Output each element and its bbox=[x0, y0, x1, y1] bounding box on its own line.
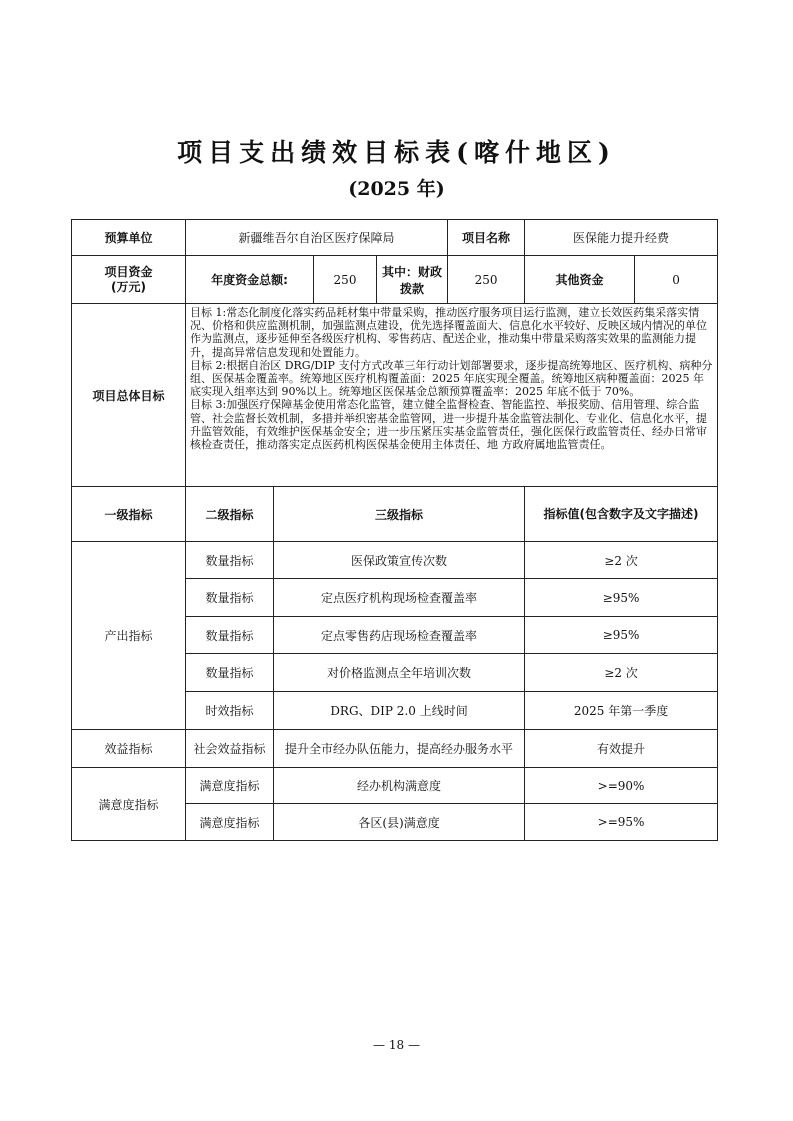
level3-cell: 对价格监测点全年培训次数 bbox=[274, 654, 525, 692]
goal-2: 目标 2:根据自治区 DRG/DIP 支付方式改革三年行动计划部署要求，逐步提高统筹地区、医疗机构、病种分组、医保基金覆盖率。统筹地区医疗机构覆盖面：2025 年底实现全覆盖。统筹地区病种覆盖面：2025 年底实现入组率达到 90%以上。统筹地区医保基金总额预算覆盖率：2025 年底不低于 70%。 bbox=[190, 358, 713, 399]
project-name-label: 项目名称 bbox=[448, 220, 525, 256]
project-name-value: 医保能力提升经费 bbox=[525, 220, 718, 256]
budget-unit-row bbox=[72, 220, 718, 256]
level2-cell: 满意度指标 bbox=[186, 768, 274, 804]
value-cell: >=90% bbox=[525, 768, 718, 804]
table-row bbox=[72, 730, 718, 768]
overall-goals-text bbox=[186, 304, 718, 487]
level1-benefit: 效益指标 bbox=[72, 730, 186, 768]
budget-unit-value: 新疆维吾尔自治区医疗保障局 bbox=[186, 220, 448, 256]
level3-cell: 提升全市经办队伍能力，提高经办服务水平 bbox=[274, 730, 525, 768]
level2-cell: 满意度指标 bbox=[186, 804, 274, 841]
value-cell: ≥2 次 bbox=[525, 542, 718, 579]
value-cell: 2025 年第一季度 bbox=[525, 692, 718, 730]
header-level2: 二级指标 bbox=[186, 487, 274, 542]
other-funds-label: 其他资金 bbox=[525, 256, 635, 304]
table-row bbox=[72, 768, 718, 804]
level2-cell: 时效指标 bbox=[186, 692, 274, 730]
value-cell: 有效提升 bbox=[525, 730, 718, 768]
level2-cell: 数量指标 bbox=[186, 617, 274, 654]
value-cell: ≥95% bbox=[525, 579, 718, 617]
performance-target-table bbox=[71, 219, 718, 841]
level3-cell: 各区(县)满意度 bbox=[274, 804, 525, 841]
annual-total-value bbox=[314, 256, 448, 304]
goal-3: 目标 3:加强医疗保障基金使用常态化监管，建立健全监督检查、智能监控、举报奖励、信用管理、综合监管、社会监督长效机制，多措并举织密基金监管网，进一步提升基金监管法制化、专业化、信息化水平，提升监管效能，有效维护医保基金安全；进一步压紧压实基金监管责任，强化医保行政监管责任、经办日常审核检查责任，推动落实定点医药机构医保基金使用主体责任、地 方政府属地监管责任。 bbox=[190, 398, 707, 452]
annual-total-label: 年度资金总额: bbox=[186, 256, 314, 304]
level1-output: 产出指标 bbox=[72, 542, 186, 730]
level3-cell: DRG、DIP 2.0 上线时间 bbox=[274, 692, 525, 730]
level3-cell: 经办机构满意度 bbox=[274, 768, 525, 804]
level2-cell: 数量指标 bbox=[186, 654, 274, 692]
level3-cell: 定点医疗机构现场检查覆盖率 bbox=[274, 579, 525, 617]
fiscal-allocation-label: 其中：财政拨款 bbox=[382, 264, 443, 296]
page-number: — 18 — bbox=[373, 1038, 420, 1052]
overall-goals-label: 项目总体目标 bbox=[72, 304, 186, 487]
level1-satisfaction: 满意度指标 bbox=[72, 768, 186, 841]
page-subtitle-year: (2025 年) bbox=[348, 178, 445, 200]
level2-cell: 数量指标 bbox=[186, 542, 274, 579]
budget-unit-label: 预算单位 bbox=[72, 220, 186, 256]
goal-1: 目标 1:常态化制度化落实药品耗材集中带量采购，推动医疗服务项目运行监测，建立长效医药集采落实情况、价格和供应监测机制，加强监测点建设，优先选择覆盖面大、信息化水平较好、反映区域内情况的单位作为监测点，逐步延伸至各级医疗机构、零售药店、配送企业，推动集中带量采购落实效果的监测能力提升，提高异常信息发现和处置能力。 bbox=[190, 306, 707, 359]
value-cell: ≥2 次 bbox=[525, 654, 718, 692]
other-funds-value: 0 bbox=[635, 256, 718, 304]
table-row bbox=[72, 542, 718, 579]
page-title: 项目支出绩效目标表(喀什地区) bbox=[177, 138, 616, 167]
header-level3: 三级指标 bbox=[274, 487, 525, 542]
fiscal-allocation-value: 250 bbox=[448, 256, 525, 304]
header-value: 指标值(包含数字及文字描述) bbox=[525, 487, 718, 542]
level2-cell: 数量指标 bbox=[186, 579, 274, 617]
project-funds-label: 项目资金 (万元) bbox=[72, 256, 186, 304]
annual-total-amount: 250 bbox=[314, 256, 377, 303]
header-level1: 一级指标 bbox=[72, 487, 186, 542]
level3-cell: 医保政策宣传次数 bbox=[274, 542, 525, 579]
overall-goals-row bbox=[72, 304, 718, 487]
project-funds-row bbox=[72, 256, 718, 304]
level3-cell: 定点零售药店现场检查覆盖率 bbox=[274, 617, 525, 654]
indicator-header-row bbox=[72, 487, 718, 542]
value-cell: ≥95% bbox=[525, 617, 718, 654]
value-cell: >=95% bbox=[525, 804, 718, 841]
level2-cell: 社会效益指标 bbox=[186, 730, 274, 768]
